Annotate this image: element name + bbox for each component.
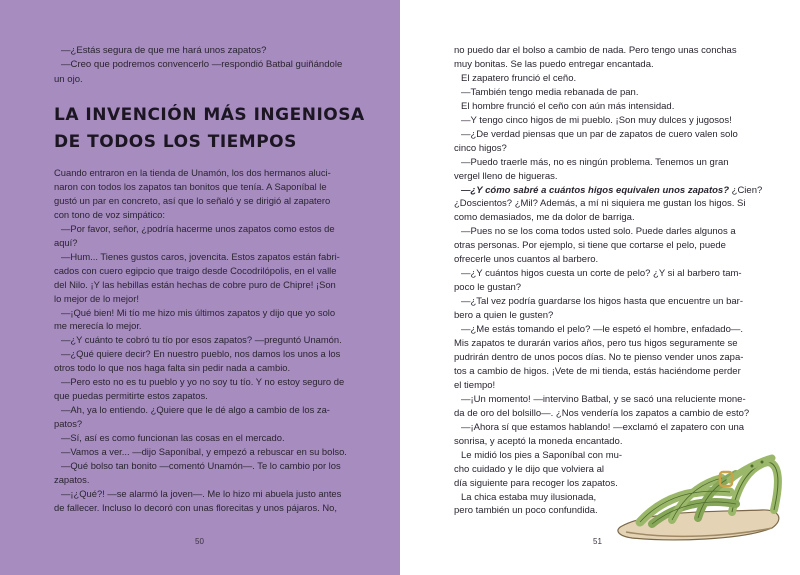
text-line: gustó un par en concreto, así que lo señaló y se dirigió al zapatero — [54, 194, 331, 206]
text-line: —Puedo traerle más, no es ningún problema. Tenemos un gran — [461, 156, 729, 168]
text-line: —¿Tal vez podría guardarse los higos hasta que encuentre un bar- — [461, 296, 743, 308]
text-line: —También tengo media rebanada de pan. — [461, 86, 639, 98]
text-line: da de oro del bolsillo—. ¿Nos vendería los zapatos a cambio de esto? — [454, 407, 750, 419]
text-line: cho cuidado y le dijo que volviera al — [454, 463, 604, 475]
text-line: —Ah, ya lo entiendo. ¿Quiere que le dé algo a cambio de los za- — [61, 404, 330, 416]
text-line: —¡¿Qué?! —se alarmó la joven—. Me lo hizo mi abuela justo antes — [61, 487, 342, 499]
text-line: La chica estaba muy ilusionada, — [461, 491, 597, 503]
intro-text — [54, 44, 351, 87]
text-line: —¿Y cuánto te cobró tu tío por esos zapatos? —preguntó Unamón. — [61, 334, 342, 346]
text-line: que puedas permitirte estos zapatos. — [54, 390, 208, 402]
left-body-text — [54, 166, 351, 515]
text-line: —¡Ahora sí que estamos hablando! —exclamó el zapatero con una — [461, 421, 745, 433]
text-line: —¿De verdad piensas que un par de zapatos de cuero valen solo — [461, 128, 738, 140]
text-line: aquí? — [54, 236, 78, 248]
text-line: del Nilo. ¡Y las hebillas están hechas de cobre puro de Chipre! ¡Son — [54, 278, 336, 290]
text-line: no puedo dar el bolso a cambio de nada. Pero tengo unas conchas — [454, 45, 737, 56]
text-line: cados con cuero egipcio que traigo desde Cocodrilópolis, en el valle — [54, 264, 337, 276]
text-line: —Pero esto no es tu pueblo y yo no soy tu tío. Y no estoy seguro de — [61, 376, 345, 388]
text-line: —Hum... Tienes gustos caros, jovencita. Estos zapatos están fabri- — [61, 250, 340, 262]
text-line: —¡Un momento! —intervino Batbal, y se sacó una reluciente mone- — [461, 393, 746, 405]
page-number: 50 — [195, 537, 204, 546]
text-line: ¿Doscientos? ¿Mil? Además, a mí ni siquiera me gustan los higos. Si — [454, 198, 746, 210]
text-line: el tiempo! — [454, 379, 496, 391]
text-line: con tono de voz simpático: — [54, 208, 165, 220]
text-line: lo mejor de lo mejor! — [54, 292, 139, 304]
emphasis-text: —¿Y cómo sabré a cuántos higos equivalen unos zapatos? — [461, 184, 729, 196]
text-line: —¿Y cuántos higos cuesta un corte de pelo? ¿Y si al barbero tam- — [461, 268, 742, 280]
text-line: —Qué bolso tan bonito —comentó Unamón—. Te lo cambio por los — [61, 460, 341, 472]
text-line: —Y tengo cinco higos de mi pueblo. ¡Son muy dulces y jugosos! — [461, 114, 732, 126]
text-line: El hombre frunció el ceño con aún más intensidad. — [461, 100, 675, 112]
text-line: —Creo que podremos convencerlo —respondió Batbal guiñándole — [61, 59, 343, 71]
text-line: naron con todos los zapatos tan bonitos que tenía. A Saponíbal le — [54, 180, 327, 192]
text-line: Cuando entraron en la tienda de Unamón, los dos hermanos aluci- — [54, 167, 331, 178]
text-line: de fallecer. Incluso lo decoró con unas florecitas y unos pájaros. No, — [54, 501, 337, 513]
text-line: El zapatero frunció el ceño. — [461, 72, 577, 84]
text-line: —Por favor, señor, ¿podría hacerme unos zapatos como estos de — [61, 222, 335, 234]
text-line: poco le gustan? — [454, 282, 522, 294]
text-line: —¿Me estás tomando el pelo? —le espetó el hombre, enfadado—. — [461, 324, 743, 336]
text-line: me merecía lo mejor. — [54, 320, 142, 332]
page-number: 51 — [593, 537, 602, 546]
chapter-title — [54, 102, 365, 156]
text-line: —¿Qué quiere decir? En nuestro pueblo, nos damos los unos a los — [61, 348, 341, 360]
text-line: Mis zapatos te durarán varios años, pero tus higos seguramente se — [454, 338, 738, 350]
chapter-title-line: DE TODOS LOS TIEMPOS — [54, 132, 297, 152]
text-line: muy bonitas. Se las puedo entregar encantada. — [454, 58, 654, 70]
text-line — [454, 184, 762, 198]
text-line: patos? — [54, 418, 83, 430]
text-line: Le midió los pies a Saponíbal con mu- — [461, 449, 623, 461]
text-fragment: ¿Cien? — [731, 184, 763, 196]
text-line: —Sí, así es como funcionan las cosas en el mercado. — [61, 432, 285, 444]
text-line: pudrirán dentro de unos pocos días. No te pienso vender unos zapa- — [454, 351, 744, 363]
text-line: sonrisa, y aceptó la moneda encantado. — [454, 435, 623, 447]
chapter-title-line: LA INVENCIÓN MÁS INGENIOSA — [54, 105, 365, 125]
text-line: —¡Qué bien! Mi tío me hizo mis últimos zapatos y dijo que yo solo — [61, 306, 336, 318]
text-line: zapatos. — [54, 473, 90, 485]
text-line: ofrecerle unos cuantos al barbero. — [454, 254, 599, 266]
text-line: como demasiados, me da dolor de barriga. — [454, 212, 635, 224]
text-line: bero a quien le gusten? — [454, 310, 554, 322]
text-line: pero también un poco confundida. — [454, 505, 598, 517]
text-line: otros todo lo que nos haga falta sin pedir nada a cambio. — [54, 362, 291, 374]
text-line: otras personas. Por ejemplo, si tiene que cortarse el pelo, puede — [454, 240, 726, 252]
text-line: cinco higos? — [454, 142, 507, 154]
text-line: —Pues no se los coma todos usted solo. Puede darles algunos a — [461, 226, 736, 238]
text-line: vergel lleno de higueras. — [454, 170, 558, 182]
text-line: —Vamos a ver... —dijo Saponíbal, y empezó a rebuscar en su bolso. — [61, 446, 347, 458]
text-line: —¿Estás segura de que me hará unos zapatos? — [61, 45, 267, 56]
text-line: día siguiente para recoger los zapatos. — [454, 477, 618, 489]
text-line: un ojo. — [54, 73, 83, 85]
text-line: tos a cambio de higos. ¡Vete de mi tienda, estás haciéndome perder — [454, 365, 741, 377]
sandal-illustration — [612, 440, 788, 546]
